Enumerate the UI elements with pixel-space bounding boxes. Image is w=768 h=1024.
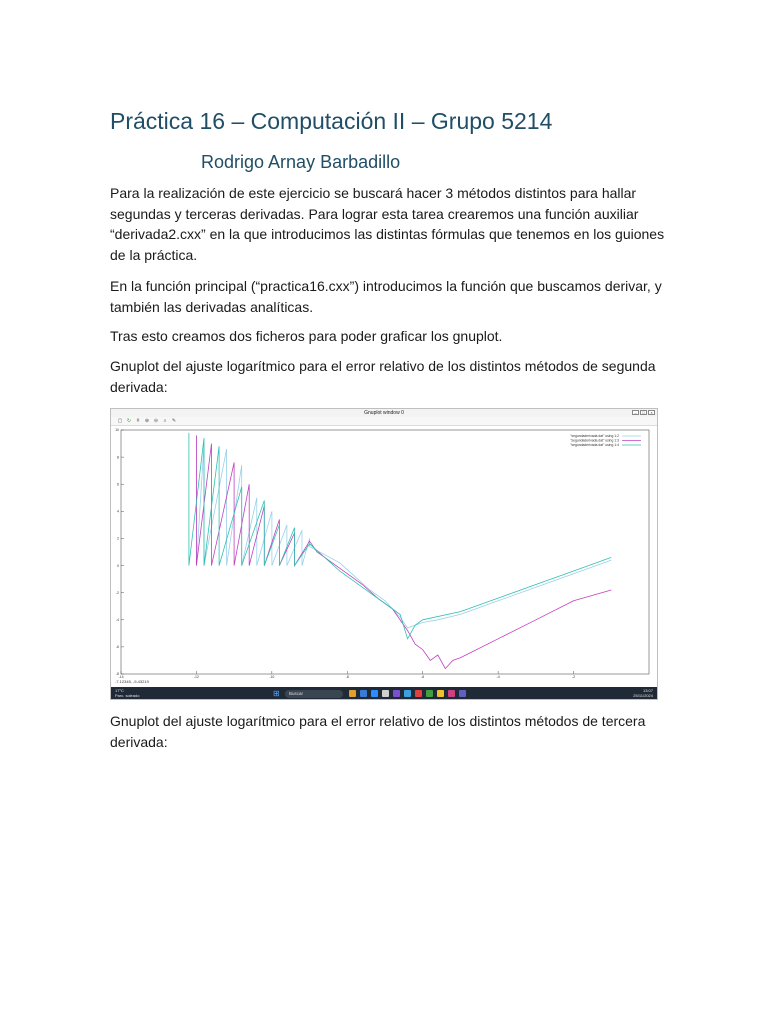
plot-frame	[121, 430, 649, 674]
y-tick-label: -6	[115, 645, 119, 650]
window-title: Gnuplot window 0	[111, 409, 657, 417]
y-tick-label: 0	[117, 563, 119, 568]
app-icon	[448, 690, 455, 697]
paragraph-intro: Para la realización de este ejercicio se buscará hacer 3 métodos distintos para hallar segundas y terceras derivadas. Para lograr esta tarea crearemos una función auxiliar “derivada2.cxx” en la que introducimos las distintas fórmulas que tenemos en los guiones de la práctica.	[110, 185, 665, 263]
zoom-icon: ⌕	[163, 418, 167, 424]
app-icon	[382, 690, 389, 697]
maximize-icon: □	[640, 410, 647, 415]
y-tick-label: -8	[115, 672, 119, 677]
legend-entry: "segundaderivada.dat" using 1:3	[570, 438, 619, 443]
paragraph-main-function: En la función principal (“practica16.cxx”) introducimos la función que buscamos derivar, y también las derivadas analíticas.	[110, 278, 662, 315]
x-tick-label: -4	[496, 675, 500, 678]
system-tray: 13:07 25/11/2024	[633, 688, 653, 698]
series-line-3	[189, 433, 611, 639]
taskbar-search: Buscar	[285, 690, 343, 698]
weather-widget: 17°C Parc. soleado	[115, 688, 140, 698]
x-tick-label: -14	[118, 675, 124, 678]
series-line-1	[196, 435, 611, 628]
app-icon	[437, 690, 444, 697]
taskbar-apps	[349, 690, 466, 697]
y-tick-label: 6	[117, 482, 119, 487]
x-tick-label: -6	[421, 675, 425, 678]
y-tick-label: 10	[115, 428, 119, 433]
copy-icon: ▢	[117, 418, 123, 424]
app-icon	[393, 690, 400, 697]
replot-icon: ↻	[126, 418, 132, 424]
gnuplot-toolbar	[111, 417, 657, 426]
x-tick-label: -8	[345, 675, 349, 678]
options-icon: ✎	[171, 418, 177, 424]
legend-entry: "segundaderivada.dat" using 1:4	[570, 443, 619, 447]
zoom-in-icon: ⊕	[144, 418, 150, 424]
document-author: Rodrigo Arnay Barbadillo	[201, 152, 401, 172]
legend-entry: "segundaderivada.dat" using 1:2	[570, 434, 619, 438]
y-tick-label: 4	[117, 509, 119, 514]
paragraph-files: Tras esto creamos dos ficheros para poder graficar los gnuplot.	[110, 328, 503, 344]
y-tick-label: 2	[117, 536, 119, 541]
x-tick-label: -10	[269, 675, 275, 678]
minimize-icon: –	[632, 410, 639, 415]
y-tick-label: -2	[115, 590, 119, 595]
paragraph-third-derivative-caption: Gnuplot del ajuste logarítmico para el error relativo de los distintos métodos de tercera derivada:	[110, 713, 646, 750]
app-icon	[371, 690, 378, 697]
x-tick-label: -12	[193, 675, 199, 678]
plot-area	[111, 426, 657, 678]
app-icon	[426, 690, 433, 697]
y-tick-label: -4	[115, 617, 119, 622]
app-icon	[459, 690, 466, 697]
series-line-2	[196, 435, 611, 668]
taskbar	[111, 687, 657, 700]
app-icon	[404, 690, 411, 697]
paragraph-second-derivative-caption: Gnuplot del ajuste logarítmico para el error relativo de los distintos métodos de segunda derivada:	[110, 358, 656, 395]
document-title: Práctica 16 – Computación II – Grupo 5214	[110, 108, 553, 134]
gnuplot-screenshot	[110, 408, 658, 700]
close-icon: ×	[648, 410, 655, 415]
zoom-out-icon: ⊖	[153, 418, 159, 424]
app-icon	[349, 690, 356, 697]
y-tick-label: 8	[117, 455, 119, 460]
app-icon	[360, 690, 367, 697]
x-tick-label: -2	[572, 675, 576, 678]
status-coordinates: -7.12345, -5.43219	[115, 679, 149, 684]
window-controls	[632, 410, 655, 415]
grid-icon: #	[136, 418, 140, 424]
app-icon	[415, 690, 422, 697]
windows-start-icon: ⊞	[273, 689, 280, 698]
